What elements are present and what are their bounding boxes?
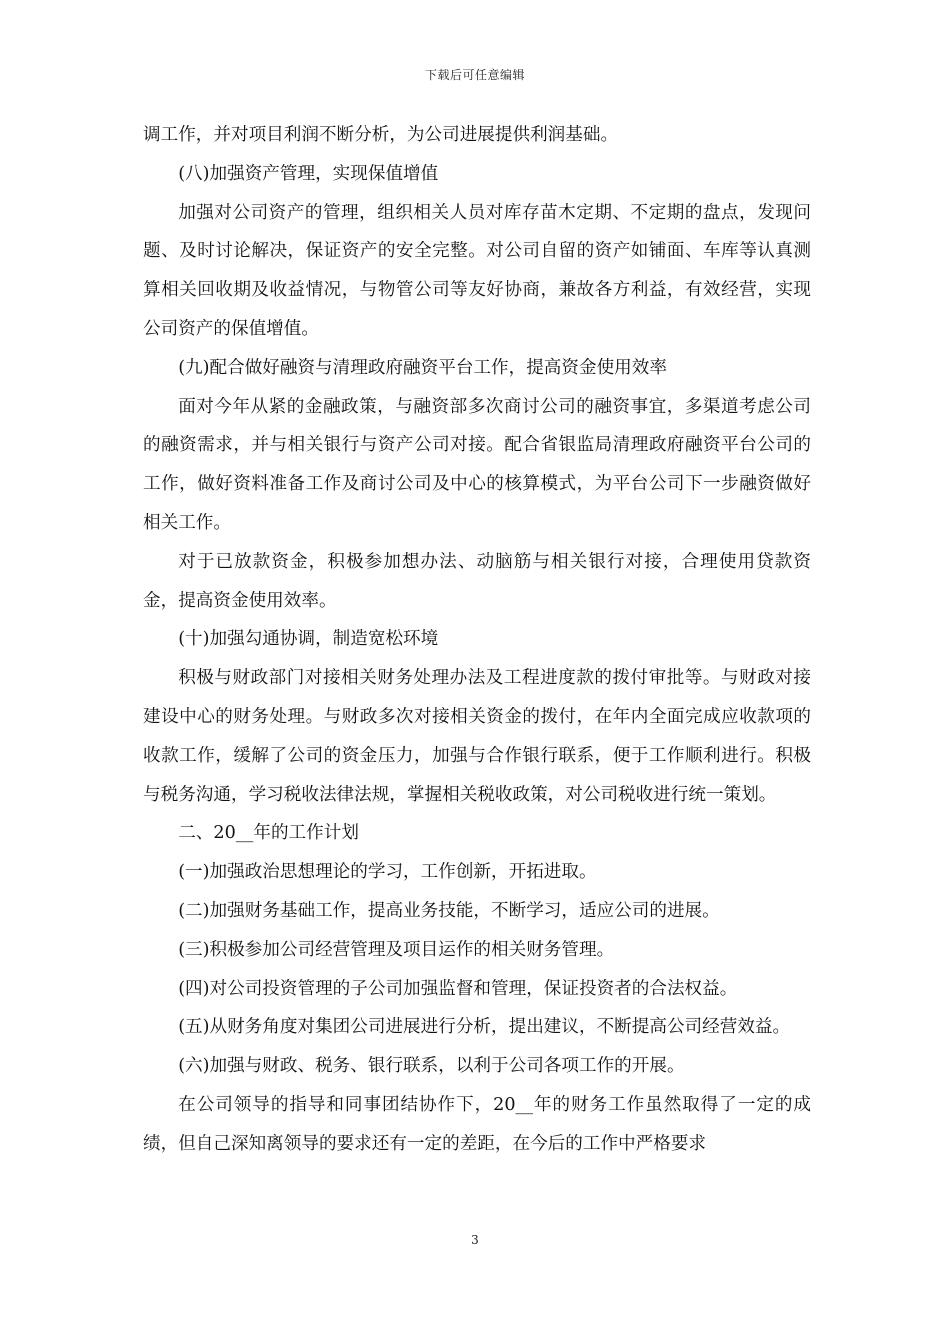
page-number: 3 bbox=[471, 1233, 479, 1247]
plan-item: (六)加强与财政、税务、银行联系，以利于公司各项工作的开展。 bbox=[178, 1056, 685, 1077]
paragraph: 对于已放款资金，积极参加想办法、动脑筋与相关银行对接，合理使用贷款资金，提高资金使用效率。 bbox=[143, 551, 811, 611]
page-header: 下载后可任意编辑 bbox=[424, 68, 525, 82]
paragraph: 积极与财政部门对接相关财务处理办法及工程进度款的拨付审批等。与财政对接建设中心的财务处理。与财政多次对接相关资金的拨付，在年内全面完成应收款项的收款工作，缓解了公司的资金压力，加强与合作银行联系，便于工作顺利进行。积极与税务沟通，学习税收法律法规，掌握相关税收政策，对公司税收进行统一策划。 bbox=[143, 668, 811, 805]
section-heading: (十)加强勾通协调，制造宽松环境 bbox=[178, 629, 439, 650]
chapter-heading: 二、20__年的工作计划 bbox=[178, 823, 359, 844]
plan-item: (四)对公司投资管理的子公司加强监督和管理，保证投资者的合法权益。 bbox=[178, 978, 738, 999]
plan-item: (一)加强政治思想理论的学习，工作创新，开拓进取。 bbox=[178, 862, 597, 883]
section-heading: (八)加强资产管理，实现保值增值 bbox=[178, 163, 439, 184]
paragraph: 加强对公司资产的管理，组织相关人员对库存苗木定期、不定期的盘点，发现问题、及时讨论解决，保证资产的安全完整。对公司自留的资产如铺面、车库等认真测算相关回收期及收益情况，与物管公司等友好协商，兼故各方利益，有效经营，实现公司资产的保值增值。 bbox=[143, 202, 811, 339]
paragraph: 在公司领导的指导和同事团结协作下，20__年的财务工作虽然取得了一定的成绩，但自己深知离领导的要求还有一定的差距，在今后的工作中严格要求 bbox=[143, 1094, 811, 1154]
plan-item: (三)积极参加公司经营管理及项目运作的相关财务管理。 bbox=[178, 939, 615, 960]
section-heading: (九)配合做好融资与清理政府融资平台工作，提高资金使用效率 bbox=[178, 357, 667, 378]
document-body bbox=[143, 116, 811, 1164]
paragraph: 调工作，并对项目利润不断分析，为公司进展提供利润基础。 bbox=[143, 125, 619, 145]
paragraph: 面对今年从紧的金融政策，与融资部多次商讨公司的融资事宜，多渠道考虑公司的融资需求，并与相关银行与资产公司对接。配合省银监局清理政府融资平台公司的工作，做好资料准备工作及商讨公司及中心的核算模式，为平台公司下一步融资做好相关工作。 bbox=[143, 396, 811, 533]
plan-item: (五)从财务角度对集团公司进展进行分析，提出建议，不断提高公司经营效益。 bbox=[178, 1017, 791, 1038]
plan-item: (二)加强财务基础工作，提高业务技能，不断学习，适应公司的进展。 bbox=[178, 900, 720, 921]
